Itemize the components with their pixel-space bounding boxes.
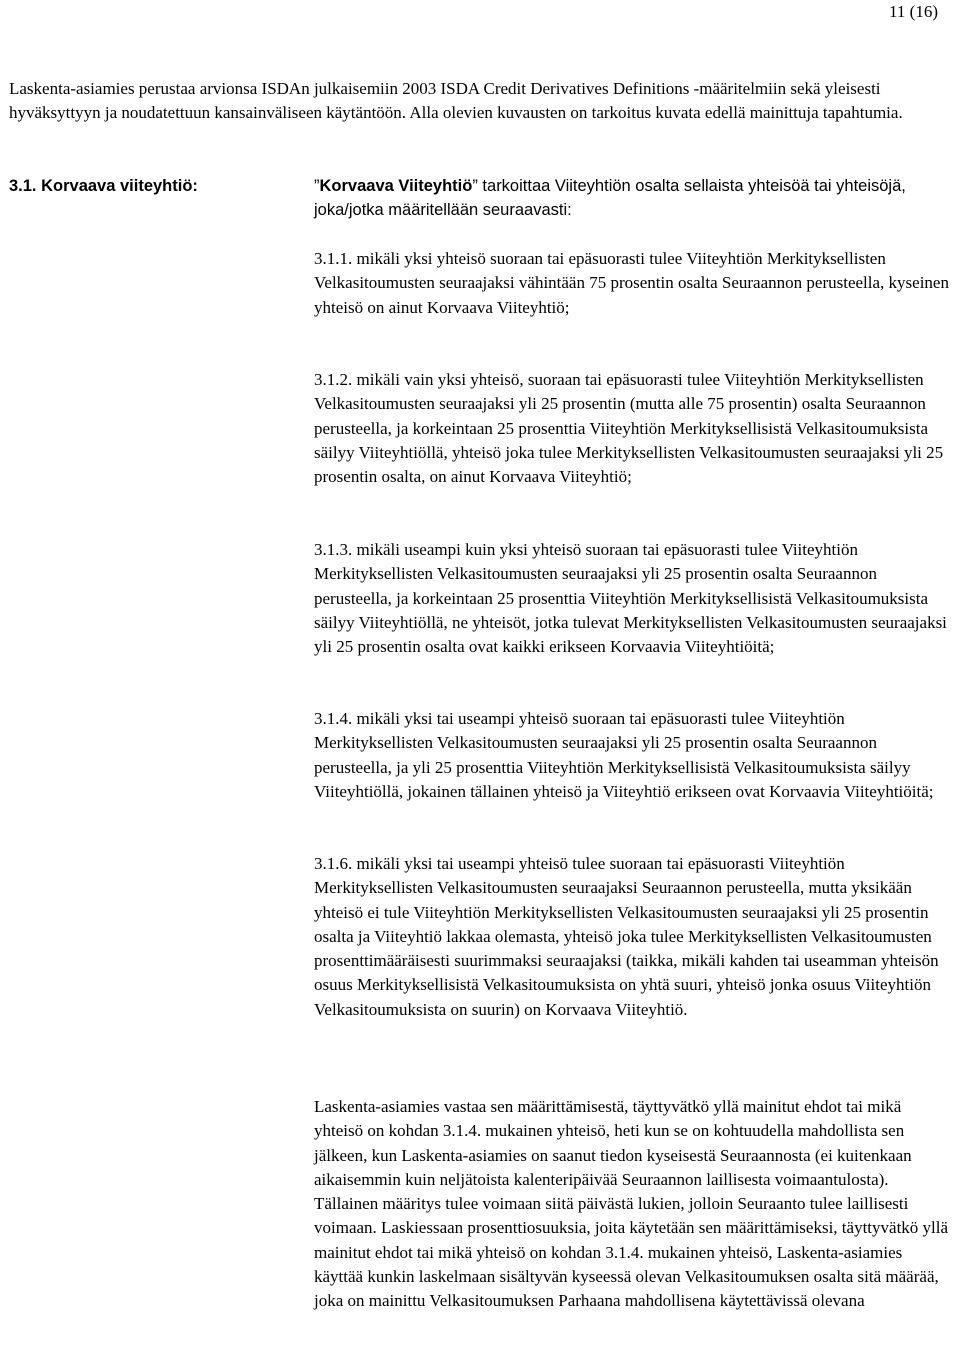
definition-quote-open: ” <box>314 177 320 195</box>
section-heading: 3.1. Korvaava viiteyhtiö: <box>9 177 198 195</box>
clause-3-1-2: 3.1.2. mikäli vain yksi yhteisö, suoraan tai epäsuorasti tulee Viiteyhtiön Merkityksellisten Velkasitoumusten seuraajaksi yli 25 prosentin (mutta alle 75 prosentin) osalta Seuraannon perusteella, ja korkeintaan 25 prosenttia Viiteyhtiön Merkityksellisistä Velkasitoumuksista säilyy Viiteyhtiöllä, yhteisö joka tulee Merkityksellisten Velkasitoumusten seuraajaksi yli 25 prosentin osalta, on ainut Korvaava Viiteyhtiö; <box>314 370 944 487</box>
intro-paragraph: Laskenta-asiamies perustaa arvionsa ISDAn julkaisemiin 2003 ISDA Credit Derivatives Definitions -määritelmiin sekä yleisesti hyväksyttyyn ja noudatettuun kansainväliseen käytäntöön. Alla olevien kuvausten on tarkoitus kuvata edellä mainittuja tapahtumia. <box>9 79 903 123</box>
definition-paragraph <box>314 174 954 222</box>
page-number: 11 (16) <box>889 2 938 21</box>
definition-quote-close: ” <box>472 177 478 195</box>
clause-3-1-3: 3.1.3. mikäli useampi kuin yksi yhteisö suoraan tai epäsuorasti tulee Viiteyhtiön Merkityksellisten Velkasitoumusten seuraajaksi yli 25 prosentin osalta Seuraannon perusteella, ja korkeintaan 25 prosenttia Viiteyhtiön Merkityksellisistä Velkasitoumuksista säilyy Viiteyhtiöllä, ne yhteisöt, jotka tulevat Merkityksellisten Velkasitoumusten seuraajaksi yli 25 prosentin osalta ovat kaikki erikseen Korvaavia Viiteyhtiöitä; <box>314 540 947 657</box>
definition-term: Korvaava Viiteyhtiö <box>319 177 473 195</box>
clause-3-1-6: 3.1.6. mikäli yksi tai useampi yhteisö tulee suoraan tai epäsuorasti Viiteyhtiön Merkityksellisten Velkasitoumusten seuraajaksi Seuraannon perusteella, mutta yksikään yhteisö ei tule Viiteyhtiön Merkityksellisten Velkasitoumusten seuraajaksi yli 25 prosentin osalta ja Viiteyhtiö lakkaa olemasta, yhteisö joka tulee Merkityksellisten Velkasitoumusten prosenttimääräisesti suurimmaksi seuraajaksi (taikka, mikäli kahden tai useamman yhteisön osuus Merkityksellisistä Velkasitoumuksista on yhtä suuri, yhteisö jonka osuus Viiteyhtiön Velkasitoumuksista on suurin) on Korvaava Viiteyhtiö. <box>314 854 939 1019</box>
clause-3-1-4: 3.1.4. mikäli yksi tai useampi yhteisö suoraan tai epäsuorasti tulee Viiteyhtiön Merkityksellisten Velkasitoumusten seuraajaksi yli 25 prosentin osalta Seuraannon perusteella, ja yli 25 prosenttia Viiteyhtiön Merkityksellisistä Velkasitoumuksista säilyy Viiteyhtiöllä, jokainen tällainen yhteisö ja Viiteyhtiö erikseen ovat Korvaavia Viiteyhtiöitä; <box>314 709 934 801</box>
closing-paragraph: Laskenta-asiamies vastaa sen määrittämisestä, täyttyvätkö yllä mainitut ehdot tai mikä yhteisö on kohdan 3.1.4. mukainen yhteisö, heti kun se on kohtuudella mahdollista sen jälkeen, kun Laskenta-asiamies on saanut tiedon kyseisestä Seuraannosta (ei kuitenkaan aikaisemmin kuin neljätoista kalenteripäivää Seuraannon laillisesta voimaantulosta). Tällainen määritys tulee voimaan siitä päivästä lukien, jolloin Seuraanto tulee laillisesti voimaan. Laskiessaan prosenttiosuuksia, joita käytetään sen määrittämiseksi, täyttyvätkö yllä mainitut ehdot tai mikä yhteisö on kohdan 3.1.4. mukainen yhteisö, Laskenta-asiamies käyttää kunkin laskelmaan sisältyvän kyseessä olevan Velkasitoumuksen osalta sitä määrää, joka on mainittu Velkasitoumuksen Parhaana mahdollisena käytettävissä olevana <box>314 1097 949 1311</box>
clause-3-1-1: 3.1.1. mikäli yksi yhteisö suoraan tai epäsuorasti tulee Viiteyhtiön Merkityksellisten Velkasitoumusten seuraajaksi vähintään 75 prosentin osalta Seuraannon perusteella, kyseinen yhteisö on ainut Korvaava Viiteyhtiö; <box>314 249 949 317</box>
definition-text: tarkoittaa Viiteyhtiön osalta sellaista yhteisöä tai yhteisöjä, joka/jotka määritellään seuraavasti: <box>314 177 906 219</box>
